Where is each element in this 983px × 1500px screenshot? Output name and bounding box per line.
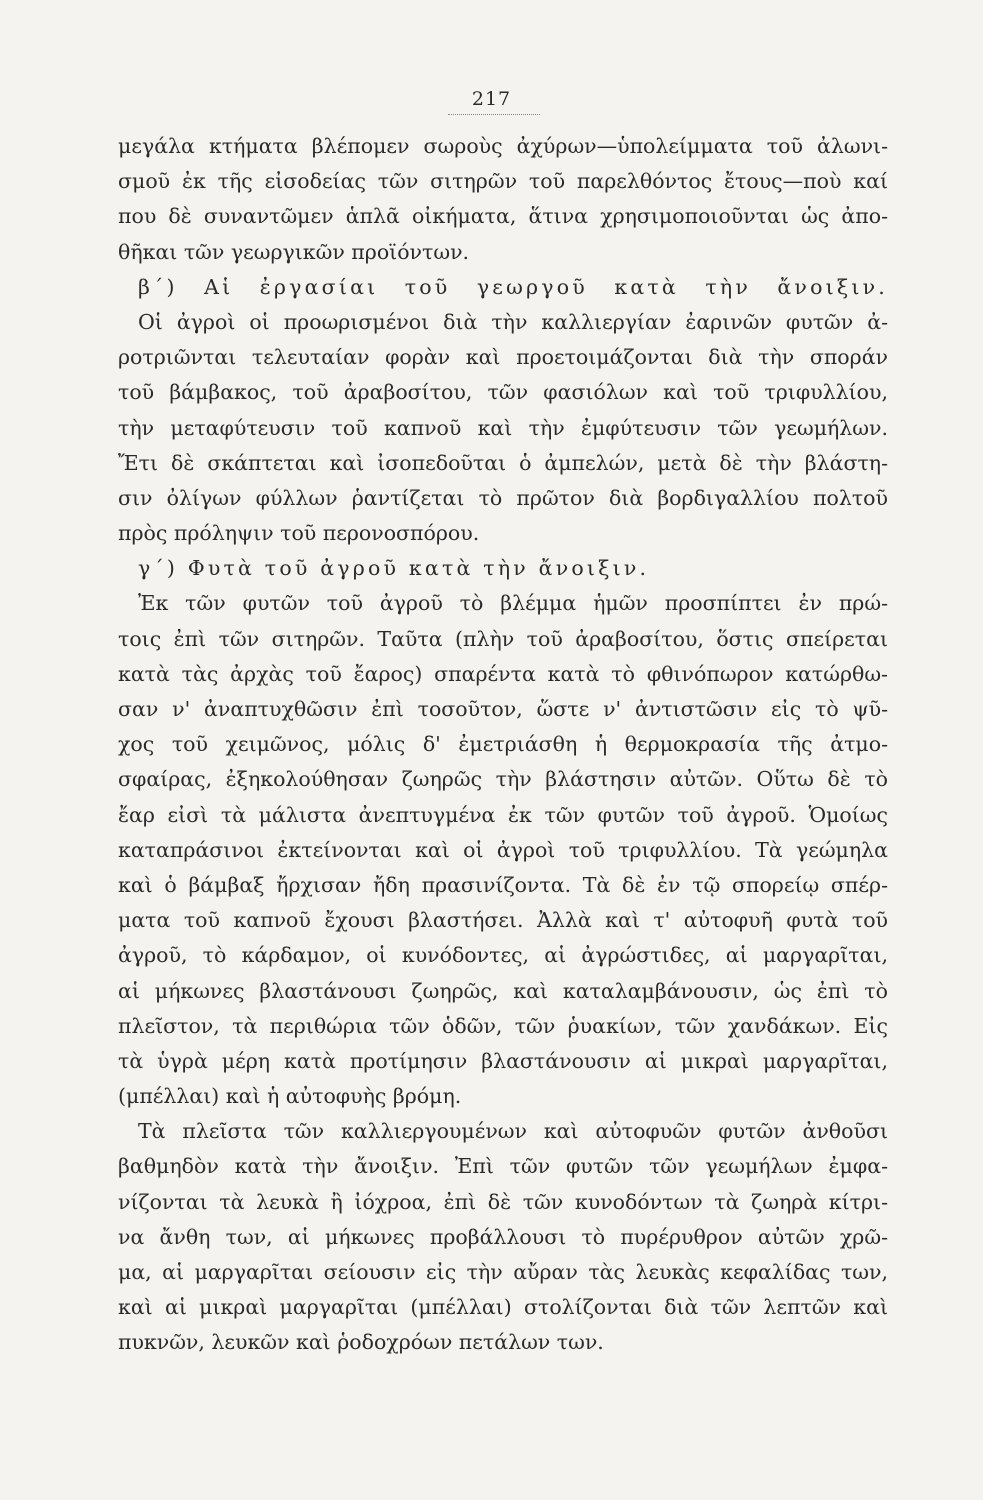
text-line: που δὲ συναντῶμεν ἁπλᾶ οἰκήματα, ἅτινα χρησιμοποιοῦνται ὡς ἀπο- [118,204,888,229]
text-line: τοις ἐπὶ τῶν σιτηρῶν. Ταῦτα (πλὴν τοῦ ἀραβοσίτου, ὅστις σπείρεται [118,626,888,651]
text-line: Τὰ πλεῖστα τῶν καλλιεργουμένων καὶ αὐτοφυῶν φυτῶν ἀνθοῦσι [138,1119,888,1144]
text-line: γ΄) Φυτὰ τοῦ ἀγροῦ κατὰ τὴν ἄνοιξιν. [138,556,650,581]
text-line: ματα τοῦ καπνοῦ ἔχουσι βλαστήσει. Ἀλλὰ καὶ τ' αὐτοφυῆ φυτὰ τοῦ [118,908,888,933]
text-line: πυκνῶν, λευκῶν καὶ ῥοδοχρόων πετάλων των. [118,1330,604,1355]
text-line: βαθμηδὸν κατὰ τὴν ἄνοιξιν. Ἐπὶ τῶν φυτῶν τῶν γεωμήλων ἐμφα- [118,1154,888,1179]
text-line: τὴν μεταφύτευσιν τοῦ καπνοῦ καὶ τὴν ἐμφύτευσιν τῶν γεωμήλων. [118,415,888,440]
text-line: ροτριῶνται τελευταίαν φορὰν καὶ προετοιμάζονται διὰ τὴν σποράν [118,345,888,370]
text-line: (μπέλλαι) καὶ ἡ αὐτοφυὴς βρόμη. [118,1084,462,1109]
text-line: σμοῦ ἐκ τῆς εἰσοδείας τῶν σιτηρῶν τοῦ παρελθόντος ἔτους—ποὺ καί [118,169,888,194]
text-line: νίζονται τὰ λευκὰ ἢ ἰόχροα, ἐπὶ δὲ τῶν κυνοδόντων τὰ ζωηρὰ κίτρι- [118,1189,888,1214]
page-number-rule [448,114,540,115]
text-line: θῆκαι τῶν γεωργικῶν προϊόντων. [118,239,470,264]
text-line: Ἔτι δὲ σκάπτεται καὶ ἰσοπεδοῦται ὁ ἀμπελών, μετὰ δὲ τὴν βλάστη- [118,450,888,475]
text-line: πλεῖστον, τὰ περιθώρια τῶν ὁδῶν, τῶν ῥυακίων, τῶν χανδάκων. Εἰς [118,1013,888,1038]
body-text [118,129,888,1361]
text-line: αἱ μήκωνες βλαστάνουσι ζωηρῶς, καὶ καταλαμβάνουσιν, ὡς ἐπὶ τὸ [118,978,888,1003]
text-line: καταπράσινοι ἐκτείνονται καὶ οἱ ἀγροὶ τοῦ τριφυλλίου. Τὰ γεώμηλα [118,837,888,862]
text-line: Οἱ ἀγροὶ οἱ προωρισμένοι διὰ τὴν καλλιεργίαν ἐαρινῶν φυτῶν ἀ- [138,309,888,334]
text-line: σφαίρας, ἐξηκολούθησαν ζωηρῶς τὴν βλάστησιν αὐτῶν. Οὕτω δὲ τὸ [118,767,888,792]
text-line: σαν ν' ἀναπτυχθῶσιν ἐπὶ τοσοῦτον, ὥστε ν' ἀντιστῶσιν εἰς τὸ ψῦ- [118,697,888,721]
text-line: Ἐκ τῶν φυτῶν τοῦ ἀγροῦ τὸ βλέμμα ἡμῶν προσπίπτει ἐν πρώ- [138,591,888,616]
text-line: καὶ ὁ βάμβαξ ἤρχισαν ἤδη πρασινίζοντα. Τὰ δὲ ἐν τῷ σπορείῳ σπέρ- [118,872,888,897]
page-number: 217 [471,88,512,110]
text-line: β΄) Αἱ ἐργασίαι τοῦ γεωργοῦ κατὰ τὴν ἄνοιξιν. [138,274,888,299]
text-line: μα, αἱ μαργαρῖται σείουσιν εἰς τὴν αὔραν τὰς λευκὰς κεφαλίδας των, [118,1260,888,1284]
text-line: σιν ὀλίγων φύλλων ῥαντίζεται τὸ πρῶτον διὰ βορδιγαλλίου πολτοῦ [118,485,888,510]
text-line: τοῦ βάμβακος, τοῦ ἀραβοσίτου, τῶν φασιόλων καὶ τοῦ τριφυλλίου, [118,380,888,405]
text-line: κατὰ τὰς ἀρχὰς τοῦ ἔαρος) σπαρέντα κατὰ τὸ φθινόπωρον κατώρθω- [118,661,888,686]
text-line: μεγάλα κτήματα βλέπομεν σωροὺς ἀχύρων—ὑπολείμματα τοῦ ἀλωνι- [118,134,888,158]
text-line: τὰ ὑγρὰ μέρη κατὰ προτίμησιν βλαστάνουσιν αἱ μικραὶ μαργαρῖται, [118,1048,888,1073]
text-line: να ἄνθη των, αἱ μήκωνες προβάλλουσι τὸ πυρέρυθρον αὐτῶν χρῶ- [118,1224,888,1249]
text-line: χος τοῦ χειμῶνος, μόλις δ' ἐμετριάσθη ἡ θερμοκρασία τῆς ἀτμο- [118,732,888,757]
text-line: καὶ αἱ μικραὶ μαργαρῖται (μπέλλαι) στολίζονται διὰ τῶν λεπτῶν καὶ [118,1295,888,1320]
text-line: ἀγροῦ, τὸ κάρδαμον, οἱ κυνόδοντες, αἱ ἀγρώστιδες, αἱ μαργαρῖται, [118,943,888,968]
text-line: ἔαρ εἰσὶ τὰ μάλιστα ἀνεπτυγμένα ἐκ τῶν φυτῶν τοῦ ἀγροῦ. Ὁμοίως [118,802,888,827]
text-line: πρὸς πρόληψιν τοῦ περονοσπόρου. [118,521,480,546]
